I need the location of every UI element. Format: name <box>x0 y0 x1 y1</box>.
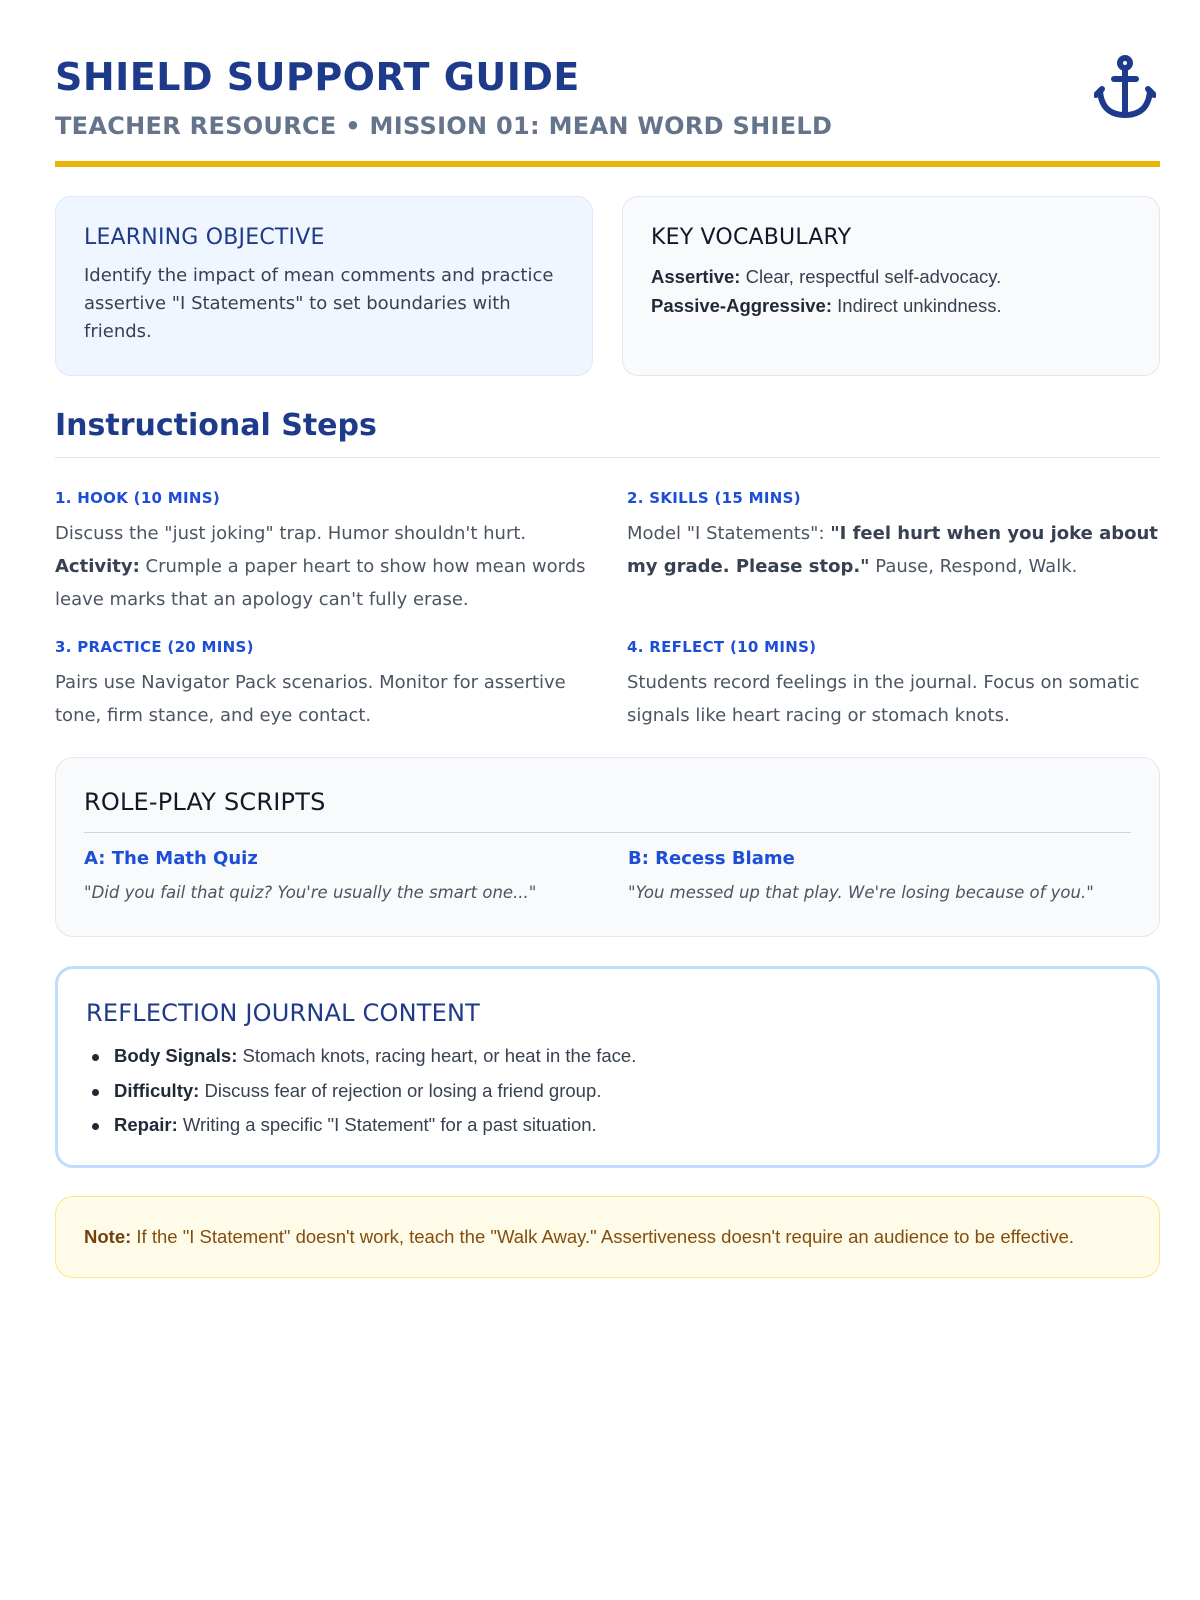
step-label: 1. HOOK (10 MINS) <box>55 489 221 507</box>
journal-item-text: Stomach knots, racing heart, or heat in the face. <box>237 1045 637 1066</box>
script-quote: "Did you fail that quiz? You're usually the smart one..." <box>84 883 537 902</box>
vocab-term: Passive-Aggressive: <box>651 295 832 316</box>
list-item <box>86 1039 1129 1074</box>
note-body: If the "I Statement" doesn't work, teach the "Walk Away." Assertiveness doesn't require an audience to be effective. <box>131 1226 1075 1247</box>
teacher-guide-page <box>55 0 1160 1247</box>
anchor-icon <box>1094 55 1156 121</box>
overview-row <box>55 196 1160 376</box>
script-name: A: The Math Quiz <box>84 848 258 869</box>
vocab-term: Assertive: <box>651 266 741 287</box>
note-text <box>84 1226 1074 1248</box>
script-a <box>84 848 604 902</box>
header-divider <box>55 161 1160 167</box>
header <box>55 0 1160 170</box>
activity-label: Activity: <box>55 556 140 577</box>
list-item <box>86 1074 1129 1109</box>
step-text <box>55 517 595 616</box>
step-label: 4. REFLECT (10 MINS) <box>627 638 817 656</box>
page-title: SHIELD SUPPORT GUIDE <box>55 55 580 99</box>
step-text <box>627 517 1160 583</box>
step-text: Pairs use Navigator Pack scenarios. Monitor for assertive tone, firm stance, and eye contact. <box>55 672 566 726</box>
step-text: Students record feelings in the journal. Focus on somatic signals like heart racing or stomach knots. <box>627 672 1140 726</box>
teacher-note <box>55 1196 1160 1278</box>
step-skills <box>627 489 1160 583</box>
key-vocabulary-title: KEY VOCABULARY <box>651 225 852 250</box>
step-practice <box>55 638 595 732</box>
step-text-part: Model "I Statements": <box>627 523 831 544</box>
journal-item-label: Repair: <box>114 1114 178 1135</box>
step-text-part: Pause, Respond, Walk. <box>869 556 1078 577</box>
step-hook <box>55 489 595 616</box>
vocab-item <box>651 291 1131 320</box>
role-play-divider <box>84 832 1131 833</box>
learning-objective-card <box>55 196 593 376</box>
journal-title: REFLECTION JOURNAL CONTENT <box>86 999 480 1027</box>
role-play-scripts-card <box>55 757 1160 937</box>
page-subtitle: TEACHER RESOURCE • MISSION 01: MEAN WORD SHIELD <box>55 112 833 140</box>
step-label: 3. PRACTICE (20 MINS) <box>55 638 254 656</box>
journal-item-text: Writing a specific "I Statement" for a past situation. <box>177 1114 597 1135</box>
journal-item-label: Body Signals: <box>114 1045 238 1066</box>
section-divider <box>55 457 1160 458</box>
key-vocabulary-card <box>622 196 1160 376</box>
list-item <box>86 1108 1129 1143</box>
learning-objective-text: Identify the impact of mean comments and practice assertive "I Statements" to set boundaries with friends. <box>84 265 554 342</box>
note-label: Note: <box>84 1226 132 1247</box>
vocab-item <box>651 262 1131 291</box>
role-play-title: ROLE-PLAY SCRIPTS <box>84 788 326 816</box>
model-statement: "I feel hurt when you joke about my grade. Please stop." <box>627 523 1158 577</box>
journal-item-text: Discuss fear of rejection or losing a friend group. <box>199 1079 602 1101</box>
step-reflect <box>627 638 1160 732</box>
script-quote: "You messed up that play. We're losing because of you." <box>628 883 1094 902</box>
learning-objective-title: LEARNING OBJECTIVE <box>84 225 325 250</box>
step-text-part: Crumple a paper heart to show how mean words leave marks that an apology can't fully erase. <box>55 556 586 610</box>
vocab-definition: Clear, respectful self-advocacy. <box>740 266 1002 287</box>
step-label: 2. SKILLS (15 MINS) <box>627 489 801 507</box>
journal-item-label: Difficulty: <box>114 1079 200 1101</box>
journal-list <box>86 1039 1129 1143</box>
script-name: B: Recess Blame <box>628 848 795 869</box>
script-b <box>628 848 1148 902</box>
step-text-part: Discuss the "just joking" trap. Humor shouldn't hurt. <box>55 523 527 544</box>
instructional-steps-heading: Instructional Steps <box>55 408 377 443</box>
reflection-journal-card <box>55 966 1160 1168</box>
vocab-definition: Indirect unkindness. <box>832 295 1002 316</box>
